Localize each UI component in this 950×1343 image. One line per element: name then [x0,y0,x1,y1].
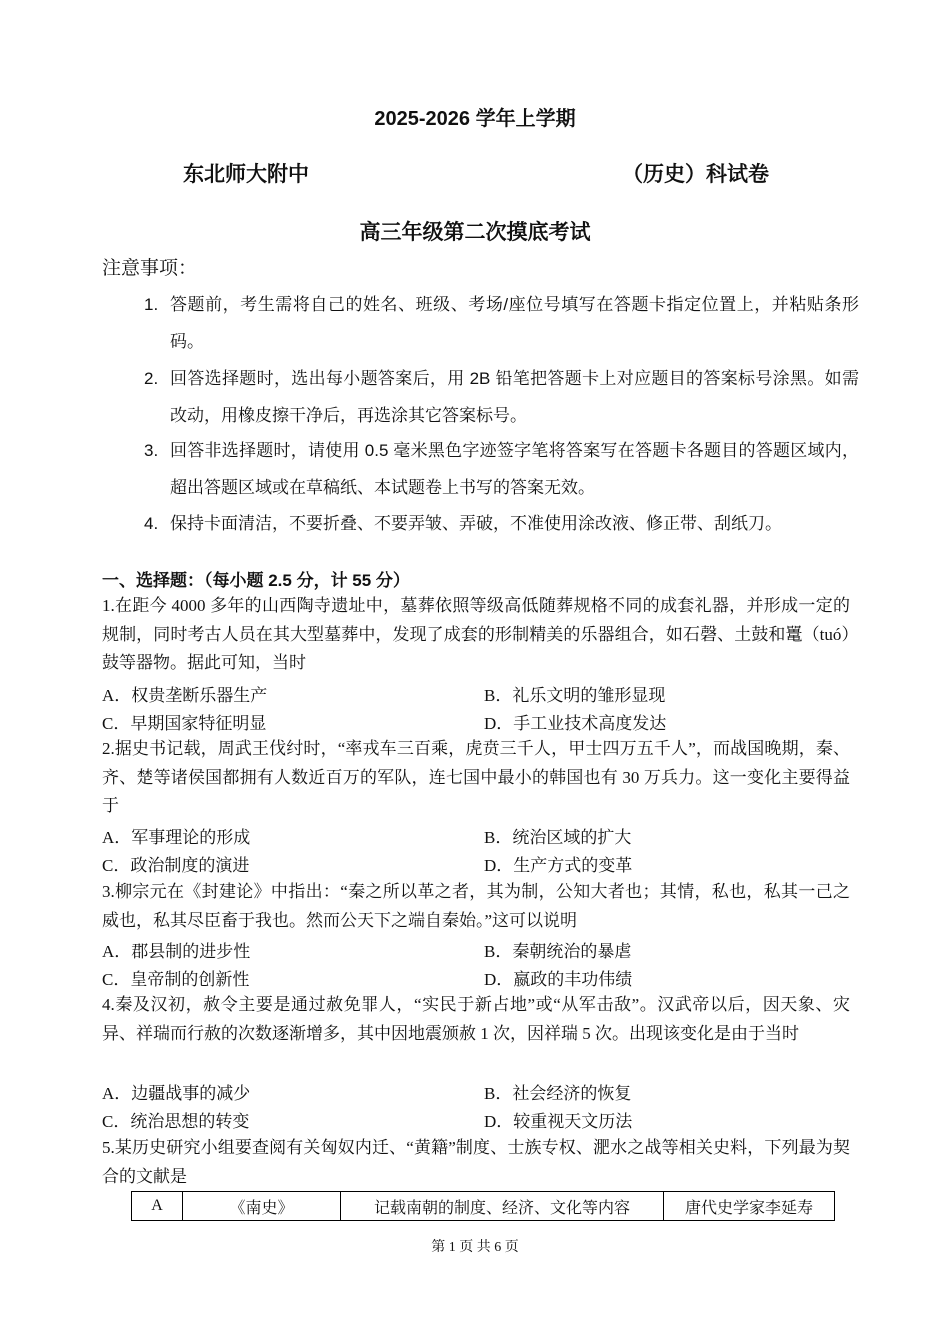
question-option: C．政治制度的演进 [102,856,250,875]
table-row [132,1192,835,1221]
notice-item [144,432,859,506]
question-stem: 1.在距今 4000 多年的山西陶寺遗址中，墓葬依照等级高低随葬规格不同的成套礼器，并形成一定的规制，同时考古人员在其大型墓葬中，发现了成套的形制精美的乐器组合，如石磬、土鼓和鼍（tuó）鼓等器物。据此可知，当时 [102,596,850,672]
table-cell-option: A [132,1192,183,1221]
notice-item-number: 2. [144,369,159,388]
question-option: D．手工业技术高度发达 [484,714,667,733]
question-option: A．权贵垄断乐器生产 [102,686,268,705]
table-cell-content: 记载南朝的制度、经济、文化等内容 [341,1192,664,1221]
question-option: D．生产方式的变革 [484,856,633,875]
table-cell-author: 唐代史学家李延寿 [664,1192,835,1221]
page-footer: 第 1 页 共 6 页 [431,1240,519,1255]
question-stem: 4.秦及汉初，赦令主要是通过赦免罪人，“实民于新占地”或“从军击敌”。汉武帝以后，因天象、灾异、祥瑞而行赦的次数逐渐增多，其中因地震颁赦 1 次，因祥瑞 5 次。出现该变化是由于当时 [102,995,850,1043]
notice-item-text: 答题前，考生需将自己的姓名、班级、考场/座位号填写在答题卡指定位置上，并粘贴条形码。 [170,295,859,351]
exam-title: 高三年级第二次摸底考试 [359,221,591,244]
question-option: A．边疆战事的减少 [102,1084,251,1103]
source-table [131,1191,835,1221]
notice-item [144,505,859,542]
question-option: D．较重视天文历法 [484,1112,633,1131]
question-option: C．统治思想的转变 [102,1112,250,1131]
question-option: A．郡县制的进步性 [102,942,251,961]
question-option: B．统治区域的扩大 [484,828,632,847]
school-name: 东北师大附中 [183,163,309,186]
section-heading: 一、选择题：（每小题 2.5 分，计 55 分） [102,571,410,590]
question-option: C．早期国家特征明显 [102,714,267,733]
question-stem: 3.柳宗元在《封建论》中指出：“秦之所以革之者，其为制，公知大者也；其情，私也，私其一己之威也，私其尽臣畜于我也。然而公天下之端自秦始。”这可以说明 [102,882,850,930]
question-stem: 5.某历史研究小组要查阅有关匈奴内迁、“黄籍”制度、士族专权、淝水之战等相关史料，下列最为契合的文献是 [102,1138,850,1186]
table-cell-title: 《南史》 [183,1192,341,1221]
notice-item [144,286,859,360]
notice-heading: 注意事项： [102,258,198,279]
question-stem: 2.据史书记载，周武王伐纣时，“率戎车三百乘，虎贲三千人，甲士四万五千人”，而战国晚期，秦、齐、楚等诸侯国都拥有人数近百万的军队，连七国中最小的韩国也有 30 万兵力。这一变化主要得益于 [102,739,850,815]
notice-item-number: 4. [144,514,159,533]
school-year-title: 2025-2026 学年上学期 [374,108,576,130]
question-option: B．礼乐文明的雏形显现 [484,686,666,705]
notice-item-text: 回答非选择题时，请使用 0.5 毫米黑色字迹签字笔将答案写在答题卡各题目的答题区域内，超出答题区域或在草稿纸、本试题卷上书写的答案无效。 [170,441,859,497]
question-option: A．军事理论的形成 [102,828,251,847]
notice-item-text: 回答选择题时，选出每小题答案后，用 2B 铅笔把答题卡上对应题目的答案标号涂黑。如需改动，用橡皮擦干净后，再选涂其它答案标号。 [170,369,859,425]
notice-item [144,360,859,434]
notice-item-number: 3. [144,441,159,460]
notice-item-number: 1. [144,295,159,314]
notice-item-text: 保持卡面清洁，不要折叠、不要弄皱、弄破，不准使用涂改液、修正带、刮纸刀。 [170,514,782,533]
subject-title: （历史）科试卷 [622,163,769,186]
question-option: B．社会经济的恢复 [484,1084,632,1103]
question-option: C．皇帝制的创新性 [102,970,250,989]
question-option: D．嬴政的丰功伟绩 [484,970,633,989]
question-option: B．秦朝统治的暴虐 [484,942,632,961]
